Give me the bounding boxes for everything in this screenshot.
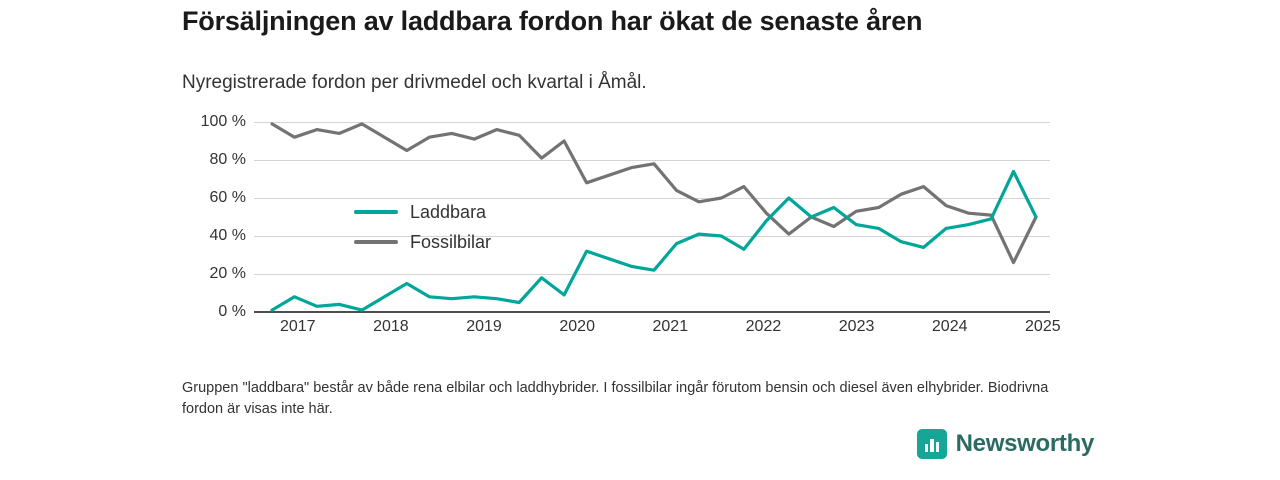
x-tick-2017: 2017 [279,318,316,335]
legend-label-fossilbilar: Fossilbilar [410,231,492,252]
x-tick-2018: 2018 [373,318,409,335]
chart-footnote: Gruppen "laddbara" består av både rena elbilar och laddhybrider. I fossilbilar ingår förutom bensin och diesel även elhybrider. Biodrivna fordon är visas inte här. [182,380,1049,418]
x-tick-2019: 2019 [466,318,502,335]
x-tick-2022: 2022 [745,318,782,335]
legend-swatch-laddbara [354,210,398,214]
x-tick-2020: 2020 [559,318,595,335]
brand-name: Newsworthy [955,430,1094,457]
bar-chart-icon [917,429,947,459]
y-tick-0: 0 % [218,303,246,320]
y-tick-100: 100 % [200,113,246,130]
legend-label-laddbara: Laddbara [410,201,487,222]
page-title: Försäljningen av laddbara fordon har ökat de senaste åren [182,6,923,36]
legend-swatch-fossilbilar [354,240,398,244]
y-tick-80: 80 % [209,151,246,168]
chart-legend [354,197,604,257]
y-tick-60: 60 % [209,189,246,206]
chart-subtitle: Nyregistrerade fordon per drivmedel och kvartal i Åmål. [182,72,647,93]
brand-logo [917,429,1094,459]
x-tick-2025: 2025 [1025,318,1061,335]
legend-item-fossilbilar [354,227,604,257]
chart-container [182,112,1082,347]
x-tick-2023: 2023 [838,318,875,335]
x-tick-2021: 2021 [652,318,689,335]
y-axis-labels [182,113,246,320]
x-axis-labels [254,318,1061,344]
y-tick-40: 40 % [209,227,246,244]
x-tick-2024: 2024 [931,318,968,335]
y-tick-20: 20 % [209,265,246,282]
plot-area [254,122,1050,312]
legend-item-laddbara [354,197,604,227]
